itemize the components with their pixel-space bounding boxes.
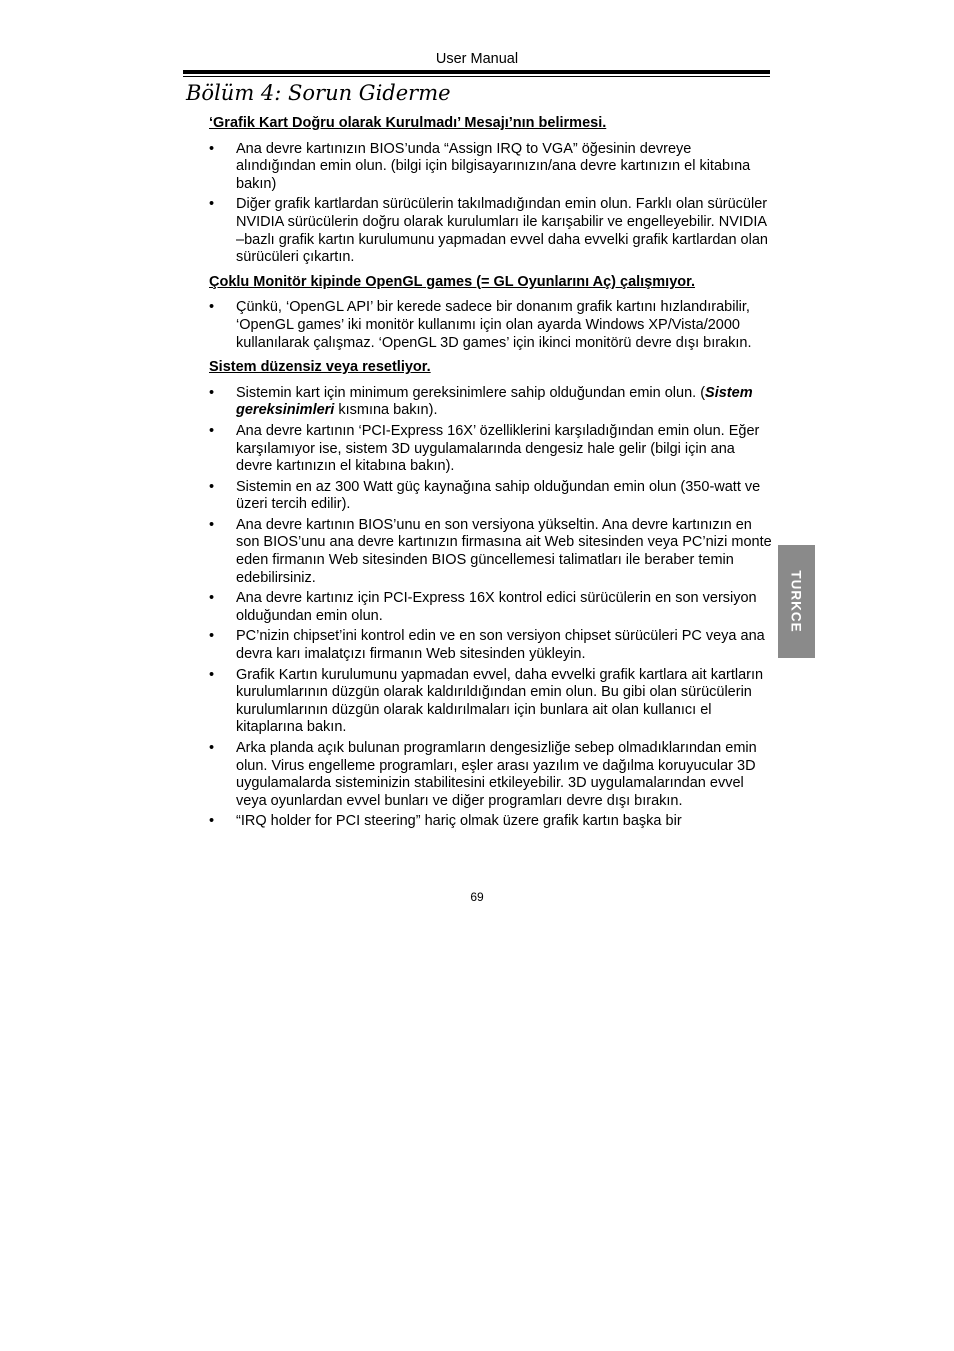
- section-3-list: [209, 385, 774, 831]
- header-title: User Manual: [435, 51, 519, 67]
- bullet: •: [209, 740, 215, 756]
- list-item: • Çünkü, ‘OpenGL API’ bir kerede sadece bir donanım grafik kartını hızlandırabilir, ‘OpenGL games’ iki monitör kullanımı için olan ayarda Windows XP/Vista/2000 kullanılarak çalışmaz. ‘OpenGL 3D games’ için ikinci monitörü devre dışı bırakın.: [209, 299, 752, 351]
- list-item: • Sistemin en az 300 Watt güç kaynağına sahip olduğundan emin olun (350-watt ve üzeri tercih edilir).: [209, 478, 761, 513]
- section-heading-3: Sistem düzensiz veya resetliyor.: [209, 359, 431, 376]
- bullet: •: [209, 628, 215, 645]
- bullet: •: [209, 478, 215, 495]
- section-1-list: [209, 141, 774, 267]
- header-rule-thick: [183, 70, 770, 74]
- section-heading-2: Çoklu Monitör kipinde OpenGL games (= GL Oyunlarını Aç) çalışmıyor.: [209, 273, 695, 290]
- list-item: • Grafik Kartın kurulumunu yapmadan evvel, daha evvelki grafik kartlara ait kartların kurulumlarının düzgün olarak kaldırıldığından emin olun. Bu gibi olan sürücülerin kurulumlarının düzgün olarak kaldırılmaları için bunlara ait olan kullanıcı el kitaplarına bakın.: [209, 666, 764, 736]
- bullet: •: [209, 299, 215, 316]
- content: [209, 115, 774, 834]
- language-side-tab: [778, 545, 815, 658]
- header-rule-thin: [183, 76, 770, 77]
- side-tab-label: TURKCE: [789, 570, 804, 633]
- bullet: •: [209, 196, 215, 213]
- emphasis-system-requirements: Sistem gereksinimleri: [236, 384, 753, 419]
- bullet: •: [209, 516, 215, 533]
- section-2-list: [209, 299, 774, 352]
- list-item: • Ana devre kartınızın BIOS’unda “Assign IRQ to VGA” öğesinin devreye alındığından emin olun. (bilgi için bilgisayarınızın/ana devre kartınızın el kitabına bakın): [209, 140, 751, 192]
- bullet: •: [209, 140, 215, 157]
- bullet: •: [209, 590, 215, 607]
- chapter-title: Bölüm 4: Sorun Giderme: [186, 81, 451, 105]
- list-item: • Ana devre kartının ‘PCI-Express 16X’ özelliklerini karşıladığından emin olun. Eğer karşılamıyor ise, sistem 3D uygulamalarında dengesiz hale gelir (bilgi için ana devre kartınızın el kitabına bakın).: [209, 422, 760, 475]
- section-heading-1: ‘Grafik Kart Doğru olarak Kurulmadı’ Mesajı’nın belirmesi.: [209, 115, 607, 131]
- list-item: • Arka planda açık bulunan programların dengesizliğe sebep olmadıklarından emin olun. Virus engelleme programları, eşler arası yazılım ve dağılma koruyucular 3D uygulamalarda sisteminizin stabilitesini etkileyebilir. 3D uygulamalarından evvel veya oyunlardan evvel bunları ve diğer programları devre dışı bırakın.: [209, 740, 757, 809]
- bullet: •: [209, 813, 215, 830]
- list-item: • PC’nizin chipset’ini kontrol edin ve en son versiyon chipset sürücüleri PC veya ana devra karı imalatçızı firmanın Web sitesinden yükleyin.: [209, 628, 765, 663]
- list-item: • Ana devre kartının BIOS’unu en son versiyona yükseltin. Ana devre kartınızın en son BIOS’unu ana devre kartınızın firmasına ait Web sitesinden veya PC’nizi monte eden firmanın Web sitesinden BIOS güncellemesi talimatları ile beraber temin edebilirsiniz.: [209, 516, 772, 586]
- bullet: •: [209, 666, 215, 683]
- list-item: • Sistemin kart için minimum gereksinimlere sahip olduğundan emin olun. (Sistem gereksinimleri kısmına bakın).: [209, 384, 753, 419]
- list-item: • Diğer grafik kartlardan sürücülerin takılmadığından emin olun. Farklı olan sürücüler NVIDIA sürücülerin doğru olarak kurulumları ile karışabilir ve engelleyebilir. NVIDIA –bazlı grafik kartın kurulumunu yapmadan evvel daha evvelki grafik kartlardan olan sürücüleri çıkartın.: [209, 196, 768, 266]
- page-number: 69: [470, 890, 484, 904]
- bullet: •: [209, 384, 215, 401]
- list-item: • Ana devre kartınız için PCI-Express 16X kontrol edici sürücülerin en son versiyon olduğundan emin olun.: [209, 590, 757, 624]
- bullet: •: [209, 422, 215, 439]
- list-item: • “IRQ holder for PCI steering” hariç olmak üzere grafik kartın başka bir: [209, 813, 682, 830]
